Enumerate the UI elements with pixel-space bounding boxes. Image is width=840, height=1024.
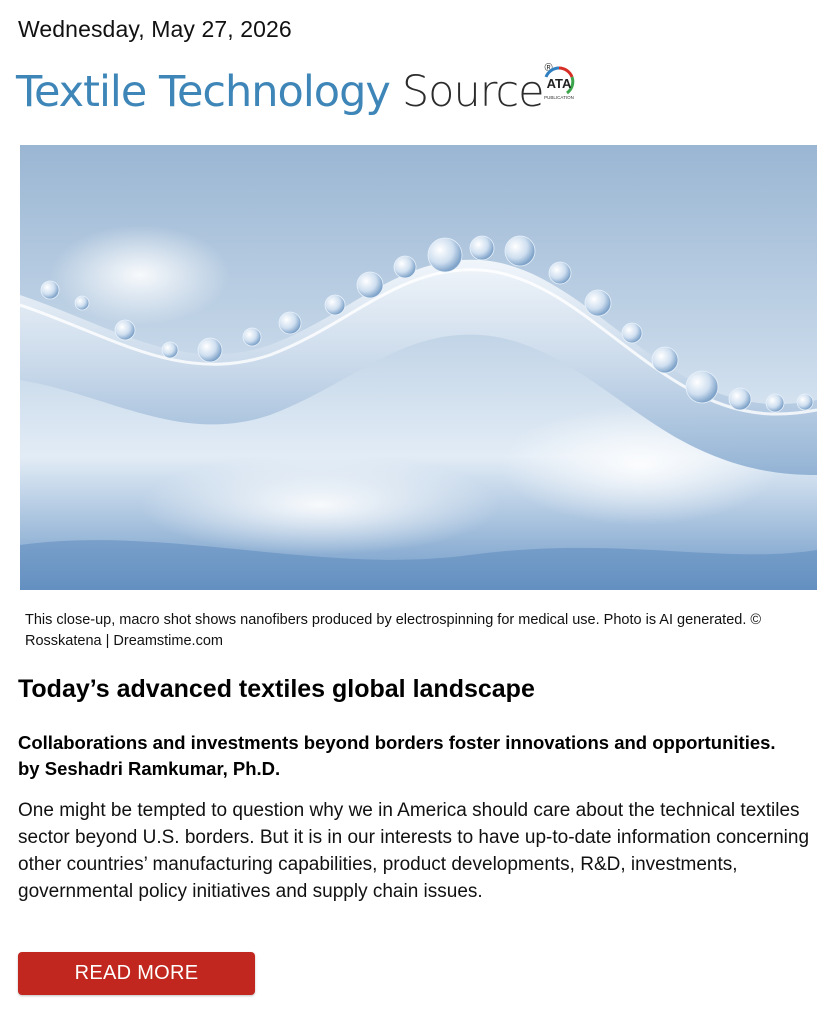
article-subhead: Collaborations and investments beyond borders foster innovations and opportunities.	[18, 732, 776, 753]
ata-logo-text: ATA	[546, 76, 572, 91]
article-subhead-block	[18, 730, 828, 782]
registered-mark: ®	[544, 62, 553, 74]
article-excerpt: One might be tempted to question why we in America should care about the technical textiles sector beyond U.S. borders. But it is in our interests to have up-to-date information concerning other countries’ manufacturing capabilities, product developments, R&D, investments, governmental policy initiatives and supply chain issues.	[18, 800, 810, 902]
issue-date: Wednesday, May 27, 2026	[18, 16, 292, 42]
read-more-button[interactable]: READ MORE	[18, 952, 255, 995]
brand-name-part1: Textile Technology	[16, 67, 390, 117]
brand-name-part2: Source	[401, 67, 544, 117]
ata-publication-logo	[537, 64, 581, 104]
article-headline[interactable]: Today’s advanced textiles global landscape	[18, 675, 535, 703]
masthead-logo[interactable]	[16, 58, 553, 117]
ata-logo-subtext: PUBLICATION	[544, 95, 574, 100]
article-byline: by Seshadri Ramkumar, Ph.D.	[18, 758, 281, 779]
image-caption: This close-up, macro shot shows nanofibers produced by electrospinning for medical use. Photo is AI generated. © Rosskatena | Dreamstime.com	[25, 612, 762, 649]
hero-image-nanofibers[interactable]	[20, 145, 817, 590]
